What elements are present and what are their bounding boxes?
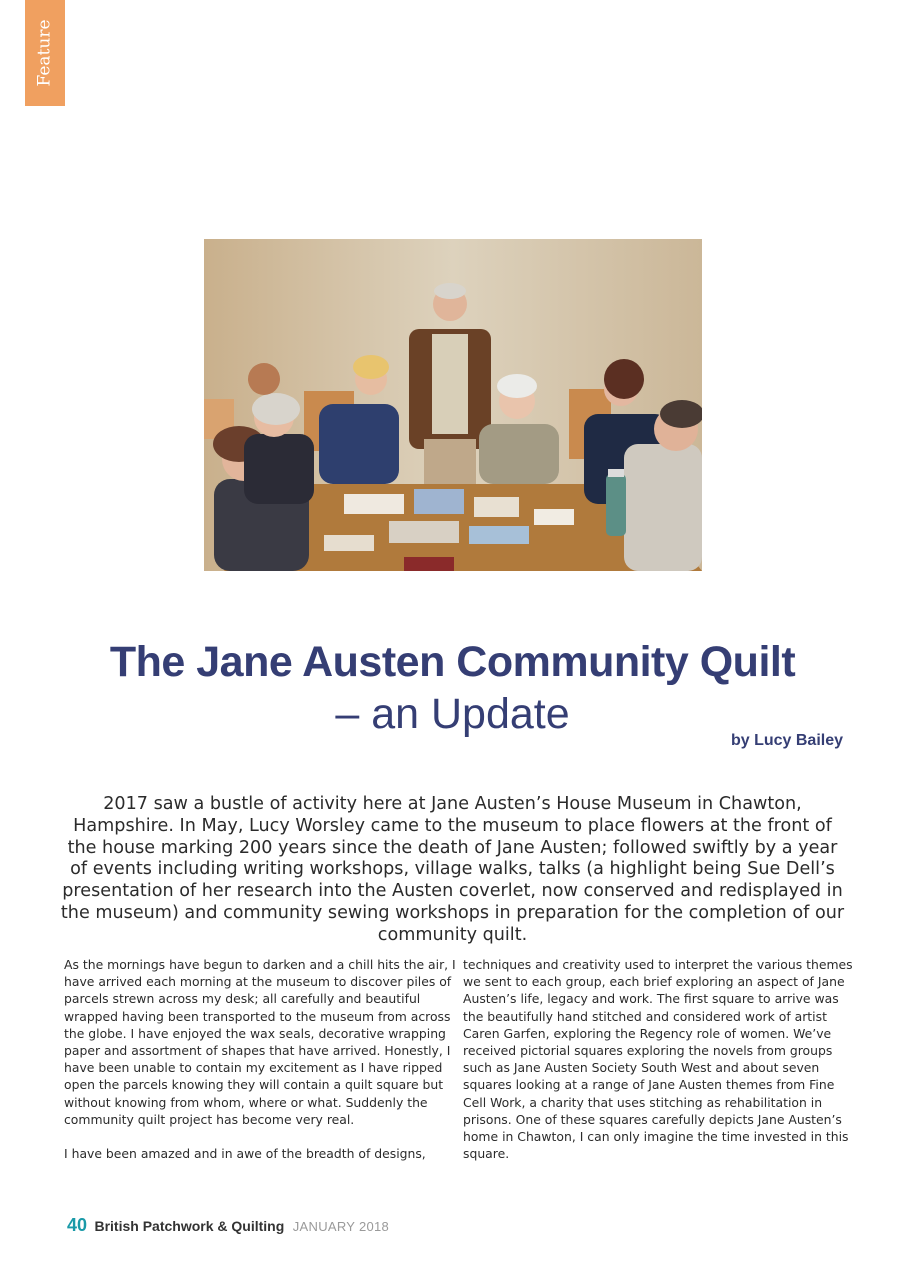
byline: by Lucy Bailey [730,732,843,749]
page-footer [67,1215,389,1236]
magazine-name: British Patchwork & Quilting [94,1218,285,1234]
body-paragraph: As the mornings have begun to darken and a chill hits the air, I have arrived each morning at the museum to discover piles of parcels strewn across my desk; all carefully and beautiful wrapped having been transported to the museum from across the globe. I have enjoyed the wax seals, decorative wrapping paper and assortment of shapes that have arrived. Honestly, I have been unable to contain my excitement as I have ripped open the parcels knowing they will contain a quilt square but without knowing from whom, where or what. Suddenly the community quilt project has become very real. [64,957,456,1127]
feature-photo [204,239,702,571]
article-title: The Jane Austen Community Quilt [109,638,796,686]
body-paragraph: techniques and creativity used to interpret the various themes we sent to each group, each brief exploring an aspect of Jane Austen’s life, legacy and work. The first square to arrive was the beautifully hand stitched and considered work of artist Caren Garfen, exploring the Regency role of women. We’ve received pictorial squares exploring the novels from groups such as Jane Austen Society South West and about seven squares looking at a range of Jane Austen themes from Fine Cell Work, a charity that uses stitching as rehabilitation in prisons. One of these squares carefully depicts Jane Austen’s home in Chawton, I can only imagine the time invested in this square. [463,957,853,1162]
section-tab [25,0,65,106]
body-paragraph: I have been amazed and in awe of the breadth of designs, [64,1146,426,1162]
body-column-right [463,956,855,1180]
issue-date: JANUARY 2018 [292,1219,390,1234]
intro-paragraph: 2017 saw a bustle of activity here at Jane Austen’s House Museum in Chawton, Hampshire. In May, Lucy Worsley came to the museum to place flowers at the front of the house marking 200 years since the death of Jane Austen; followed swiftly by a year of events including writing workshops, village walks, talks (a highlight being Sue Dell’s presentation of her research into the Austen coverlet, now conserved and redisplayed in the museum) and community sewing workshops in preparation for the completion of our community quilt. [60,794,845,945]
article-subtitle: – an Update [335,690,570,738]
body-column-left [64,956,456,1180]
page-number: 40 [67,1215,88,1235]
sewing-group-photo [204,239,702,571]
section-tab-label: Feature [35,19,55,87]
